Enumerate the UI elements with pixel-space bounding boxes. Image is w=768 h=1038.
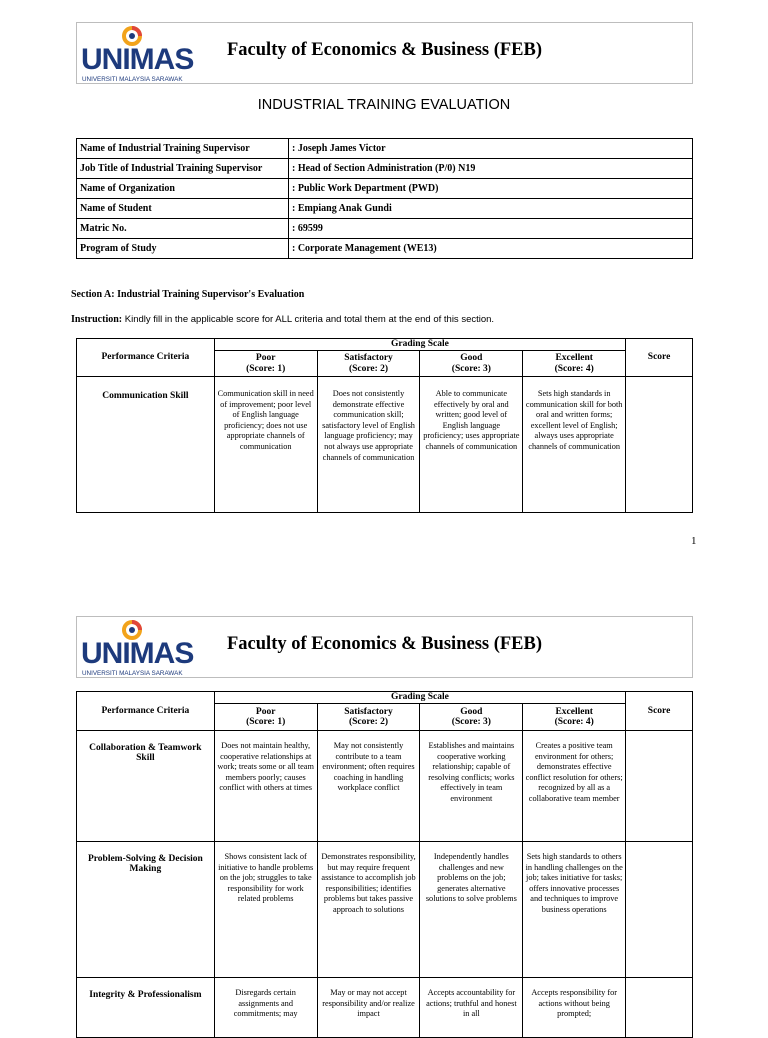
- level-poor-header: Poor (Score: 1): [214, 351, 317, 377]
- desc-good: Independently handles challenges and new problems on the job; generates alternative solutions to solve problems: [420, 842, 523, 978]
- desc-poor: Disregards certain assignments and commitments; may: [214, 978, 317, 1038]
- score-cell[interactable]: [626, 842, 693, 978]
- desc-excellent: Creates a positive team environment for others; demonstrates effective conflict resolution for others; recognized by all as a collaborative team member: [523, 731, 626, 842]
- info-row: [77, 159, 693, 179]
- info-row: [77, 179, 693, 199]
- desc-excellent: Sets high standards in communication skill for both oral and written forms; excellent level of English; always uses appropriate channels of communication: [523, 377, 626, 513]
- instruction: [71, 314, 494, 325]
- info-label: Job Title of Industrial Training Supervisor: [77, 159, 289, 179]
- desc-good: Establishes and maintains cooperative working relationship; capable of resolving conflicts; works effectively in team environment: [420, 731, 523, 842]
- criteria-row: [77, 731, 693, 842]
- logo-subtext: UNIVERSITI MALAYSIA SARAWAK: [82, 76, 183, 83]
- info-value: : Public Work Department (PWD): [289, 179, 693, 199]
- info-label: Program of Study: [77, 239, 289, 259]
- desc-poor: Communication skill in need of improvement; poor level of English language proficiency; does not use appropriate channels of communication: [214, 377, 317, 513]
- desc-good: Accepts accountability for actions; truthful and honest in all: [420, 978, 523, 1038]
- faculty-title: Faculty of Economics & Business (FEB): [227, 40, 543, 60]
- desc-poor: Does not maintain healthy, cooperative relationships at work; treats some or all team members poorly; causes conflict with others at times: [214, 731, 317, 842]
- info-row: [77, 139, 693, 159]
- info-value: : Head of Section Administration (P/0) N19: [289, 159, 693, 179]
- instruction-label: Instruction:: [71, 314, 123, 325]
- criteria-row: [77, 377, 693, 513]
- desc-poor: Shows consistent lack of initiative to handle problems on the job; struggles to take responsibility for work related problems: [214, 842, 317, 978]
- page-number: 1: [691, 535, 697, 547]
- level-good-header: Good (Score: 3): [420, 704, 523, 731]
- instruction-text: Kindly fill in the applicable score for ALL criteria and total them at the end of this section.: [122, 314, 495, 325]
- level-excellent-header: Excellent (Score: 4): [523, 704, 626, 731]
- level-satisfactory-header: Satisfactory (Score: 2): [317, 704, 420, 731]
- level-satisfactory-header: Satisfactory (Score: 2): [317, 351, 420, 377]
- info-value: : Corporate Management (WE13): [289, 239, 693, 259]
- grading-scale-header: Grading Scale: [214, 339, 625, 351]
- desc-satisfactory: May or may not accept responsibility and/or realize impact: [317, 978, 420, 1038]
- criteria-row: [77, 978, 693, 1038]
- page1-header: [76, 22, 693, 84]
- info-value: : Joseph James Victor: [289, 139, 693, 159]
- grading-scale-header: Grading Scale: [214, 692, 625, 704]
- criteria-header: Performance Criteria: [77, 692, 215, 731]
- criteria-header: Performance Criteria: [77, 339, 215, 377]
- info-label: Name of Industrial Training Supervisor: [77, 139, 289, 159]
- info-label: Name of Organization: [77, 179, 289, 199]
- desc-good: Able to communicate effectively by oral and written; good level of English language proficiency; uses appropriate channels of communication: [420, 377, 523, 513]
- criteria-name: Integrity & Professionalism: [77, 978, 215, 1038]
- criteria-name: Problem-Solving & Decision Making: [77, 842, 215, 978]
- criteria-name: Communication Skill: [77, 377, 215, 513]
- level-good-header: Good (Score: 3): [420, 351, 523, 377]
- score-cell[interactable]: [626, 377, 693, 513]
- criteria-row: [77, 842, 693, 978]
- logo-text: UNIMAS: [81, 637, 194, 670]
- info-row: [77, 239, 693, 259]
- score-header: Score: [626, 692, 693, 731]
- info-label: Name of Student: [77, 199, 289, 219]
- logo-text: UNIMAS: [81, 43, 194, 76]
- desc-satisfactory: Does not consistently demonstrate effective communication skill; satisfactory level of English language proficiency; may not always use appropriate channels of communication: [317, 377, 420, 513]
- info-label: Matric No.: [77, 219, 289, 239]
- desc-satisfactory: May not consistently contribute to a team environment; often requires coaching in handling workplace conflict: [317, 731, 420, 842]
- document-title: INDUSTRIAL TRAINING EVALUATION: [257, 97, 511, 113]
- section-a-title: Section A: Industrial Training Supervisor's Evaluation: [71, 289, 305, 300]
- info-row: [77, 219, 693, 239]
- info-row: [77, 199, 693, 219]
- grading-table-page1: [76, 338, 693, 513]
- desc-excellent: Accepts responsibility for actions without being prompted;: [523, 978, 626, 1038]
- unimas-logo: [81, 29, 194, 83]
- score-header: Score: [626, 339, 693, 377]
- unimas-logo: [81, 623, 194, 677]
- score-cell[interactable]: [626, 731, 693, 842]
- page2-header: [76, 616, 693, 678]
- desc-excellent: Sets high standards to others in handling challenges on the job; takes initiative for tasks; offers innovative processes and techniques to improve business operations: [523, 842, 626, 978]
- info-value: : 69599: [289, 219, 693, 239]
- info-table: [76, 138, 693, 259]
- level-excellent-header: Excellent (Score: 4): [523, 351, 626, 377]
- desc-satisfactory: Demonstrates responsibility, but may require frequent assistance to accomplish job responsibilities; identifies problems but takes passive approach to solutions: [317, 842, 420, 978]
- logo-subtext: UNIVERSITI MALAYSIA SARAWAK: [82, 670, 183, 677]
- score-cell[interactable]: [626, 978, 693, 1038]
- level-poor-header: Poor (Score: 1): [214, 704, 317, 731]
- faculty-title: Faculty of Economics & Business (FEB): [227, 634, 543, 654]
- criteria-name: Collaboration & Teamwork Skill: [77, 731, 215, 842]
- info-value: : Empiang Anak Gundi: [289, 199, 693, 219]
- grading-table-page2: [76, 691, 693, 1038]
